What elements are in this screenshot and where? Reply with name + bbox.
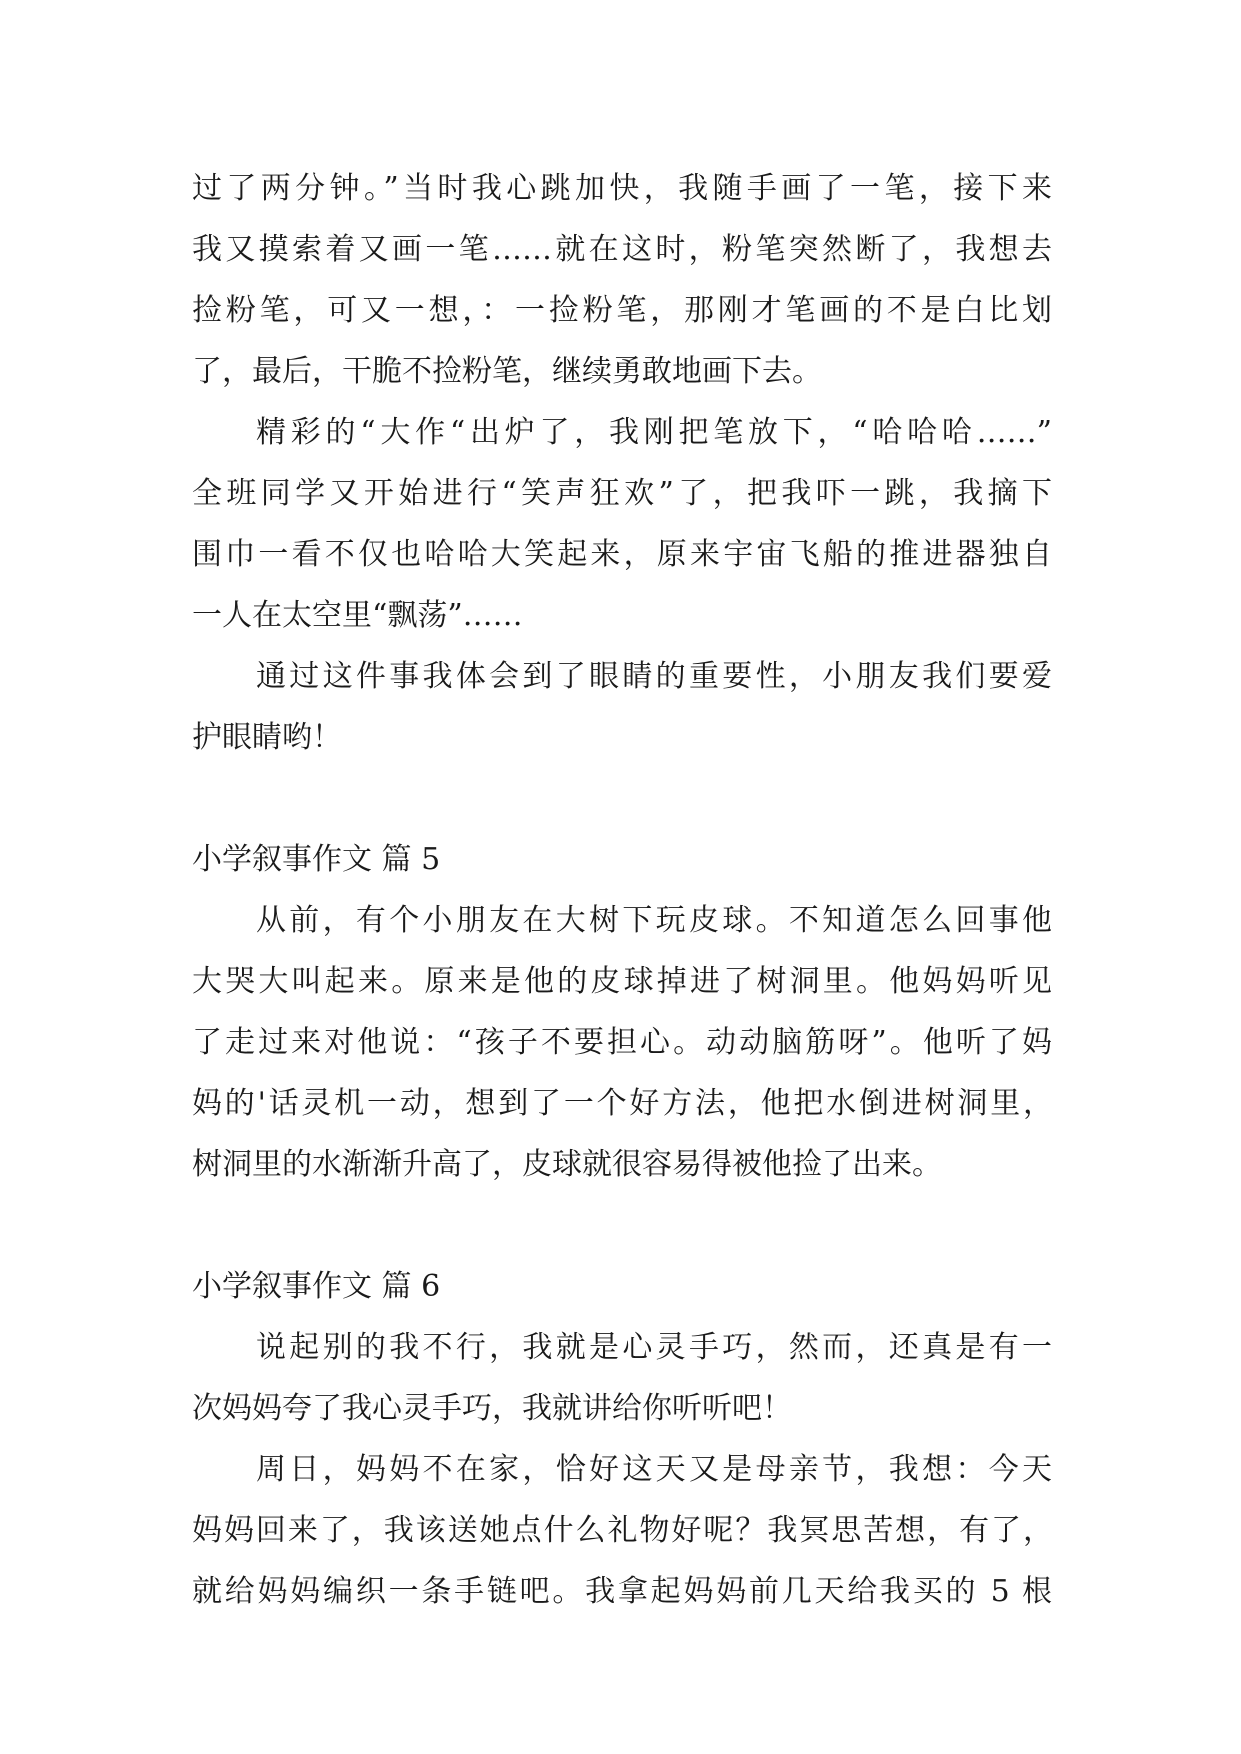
text-line: 精彩的“大作“出炉了，我刚把笔放下，“哈哈哈……” — [256, 415, 1052, 450]
text-line: 捡粉笔，可又一想，：一捡粉笔，那刚才笔画的不是白比划 — [192, 293, 1052, 328]
paragraph — [192, 1439, 1052, 1622]
text-line: 我又摸索着又画一笔……就在这时，粉笔突然断了，我想去 — [192, 232, 1052, 267]
text-line: 妈的'话灵机一动，想到了一个好方法，他把水倒进树洞里， — [192, 1086, 1052, 1121]
text-line: 一人在太空里“飘荡”…… — [192, 598, 523, 633]
text-line: 从前，有个小朋友在大树下玩皮球。不知道怎么回事他 — [256, 903, 1052, 938]
text-line: 大哭大叫起来。原来是他的皮球掉进了树洞里。他妈妈听见 — [192, 964, 1052, 999]
text-line: 全班同学又开始进行“笑声狂欢”了，把我吓一跳，我摘下 — [192, 476, 1052, 511]
essay-section-6 — [192, 1256, 1052, 1622]
essay-section-5 — [192, 829, 1052, 1195]
text-line: 次妈妈夸了我心灵手巧，我就讲给你听听吧！ — [192, 1391, 792, 1426]
section-spacer — [192, 1195, 1052, 1256]
text-line: 妈妈回来了，我该送她点什么礼物好呢？我冥思苦想，有了， — [192, 1513, 1052, 1548]
text-line: 说起别的我不行，我就是心灵手巧，然而，还真是有一 — [256, 1330, 1052, 1365]
story-continuation — [192, 158, 1052, 768]
text-line: 围巾一看不仅也哈哈大笑起来，原来宇宙飞船的推进器独自 — [192, 537, 1052, 572]
paragraph — [192, 646, 1052, 768]
section-spacer — [192, 768, 1052, 829]
text-line: 就给妈妈编织一条手链吧。我拿起妈妈前几天给我买的 5 根 — [192, 1574, 1052, 1609]
text-line: 过了两分钟。”当时我心跳加快，我随手画了一笔，接下来 — [192, 171, 1052, 206]
text-line: 周日，妈妈不在家，恰好这天又是母亲节，我想：今天 — [256, 1452, 1052, 1487]
text-line: 护眼睛哟！ — [192, 720, 342, 755]
document-page — [192, 158, 1052, 1622]
text-line: 树洞里的水渐渐升高了，皮球就很容易得被他捡了出来。 — [192, 1147, 942, 1182]
text-line: 通过这件事我体会到了眼睛的重要性，小朋友我们要爱 — [256, 659, 1052, 694]
section-heading: 小学叙事作文 篇 5 — [192, 842, 441, 877]
paragraph — [192, 1317, 1052, 1439]
paragraph — [192, 890, 1052, 1195]
section-heading: 小学叙事作文 篇 6 — [192, 1269, 441, 1304]
text-line: 了走过来对他说：“孩子不要担心。动动脑筋呀”。他听了妈 — [192, 1025, 1052, 1060]
text-line: 了，最后，干脆不捡粉笔，继续勇敢地画下去。 — [192, 354, 822, 389]
paragraph — [192, 402, 1052, 646]
paragraph — [192, 158, 1052, 402]
